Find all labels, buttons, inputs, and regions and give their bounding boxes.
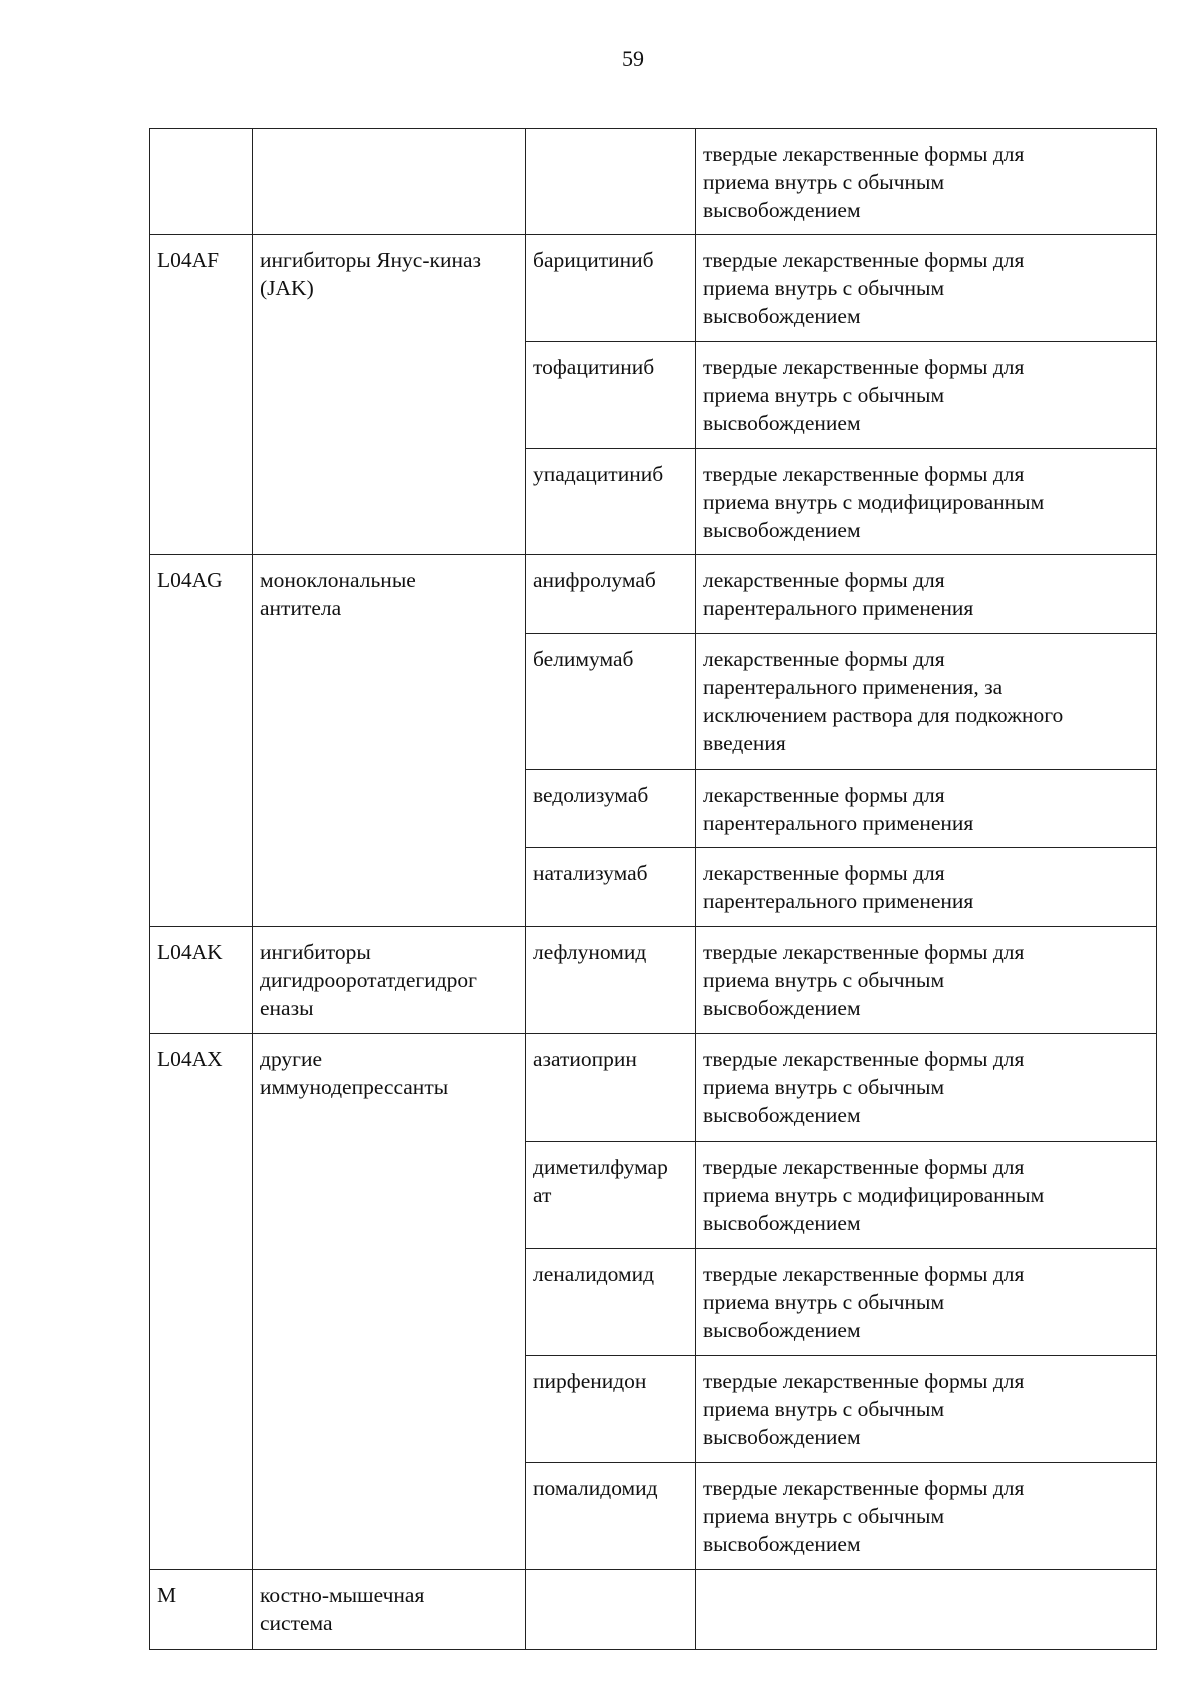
dosage-form-cell: лекарственные формы для парентерального применения, за исключением раствора для подкожного введения — [696, 634, 1157, 770]
page-number: 59 — [622, 46, 644, 71]
dosage-form-cell: твердые лекарственные формы для приема внутрь с обычным высвобождением — [696, 129, 1157, 235]
drug-name-cell — [526, 1570, 696, 1650]
dosage-form-cell: твердые лекарственные формы для приема внутрь с обычным высвобождением — [696, 1356, 1157, 1463]
drug-name-cell: диметилфумар ат — [526, 1142, 696, 1249]
atc-code-cell: L04AK — [150, 927, 253, 1034]
drug-name-cell: натализумаб — [526, 848, 696, 927]
group-name-cell: другие иммунодепрессанты — [253, 1034, 526, 1570]
dosage-form-cell: твердые лекарственные формы для приема внутрь с модифицированным высвобождением — [696, 1142, 1157, 1249]
drug-name-cell: пирфенидон — [526, 1356, 696, 1463]
group-name-cell: ингибиторы дигидрооротатдегидрог еназы — [253, 927, 526, 1034]
table-row — [150, 927, 1157, 1034]
group-name-cell: ингибиторы Янус-киназ (JAK) — [253, 235, 526, 555]
drug-name-cell: лефлуномид — [526, 927, 696, 1034]
table-row — [150, 129, 1157, 235]
dosage-form-cell: твердые лекарственные формы для приема внутрь с обычным высвобождением — [696, 927, 1157, 1034]
dosage-form-cell: лекарственные формы для парентерального применения — [696, 770, 1157, 848]
dosage-form-cell: лекарственные формы для парентерального применения — [696, 848, 1157, 927]
drug-name-cell: белимумаб — [526, 634, 696, 770]
drug-name-cell: барицитиниб — [526, 235, 696, 342]
atc-code-cell: M — [150, 1570, 253, 1650]
drug-name-cell: леналидомид — [526, 1249, 696, 1356]
dosage-form-cell: твердые лекарственные формы для приема внутрь с обычным высвобождением — [696, 235, 1157, 342]
dosage-form-cell: твердые лекарственные формы для приема внутрь с модифицированным высвобождением — [696, 449, 1157, 555]
drug-name-cell: упадацитиниб — [526, 449, 696, 555]
group-name-cell: костно-мышечная система — [253, 1570, 526, 1650]
drug-table — [149, 128, 1157, 1650]
table-row — [150, 235, 1157, 342]
group-name-cell — [253, 129, 526, 235]
atc-code-cell — [150, 129, 253, 235]
drug-name-cell: помалидомид — [526, 1463, 696, 1570]
dosage-form-cell: твердые лекарственные формы для приема внутрь с обычным высвобождением — [696, 1034, 1157, 1142]
dosage-form-cell: твердые лекарственные формы для приема внутрь с обычным высвобождением — [696, 1249, 1157, 1356]
drug-name-cell: тофацитиниб — [526, 342, 696, 449]
group-name-cell: моноклональные антитела — [253, 555, 526, 927]
atc-code-cell: L04AF — [150, 235, 253, 555]
dosage-form-cell: твердые лекарственные формы для приема внутрь с обычным высвобождением — [696, 342, 1157, 449]
drug-name-cell: анифролумаб — [526, 555, 696, 634]
drug-name-cell: ведолизумаб — [526, 770, 696, 848]
dosage-form-cell: лекарственные формы для парентерального применения — [696, 555, 1157, 634]
drug-name-cell: азатиоприн — [526, 1034, 696, 1142]
table-row — [150, 1570, 1157, 1650]
atc-code-cell: L04AG — [150, 555, 253, 927]
table-row — [150, 1034, 1157, 1142]
table-row — [150, 555, 1157, 634]
atc-code-cell: L04AX — [150, 1034, 253, 1570]
dosage-form-cell — [696, 1570, 1157, 1650]
drug-name-cell — [526, 129, 696, 235]
dosage-form-cell: твердые лекарственные формы для приема внутрь с обычным высвобождением — [696, 1463, 1157, 1570]
